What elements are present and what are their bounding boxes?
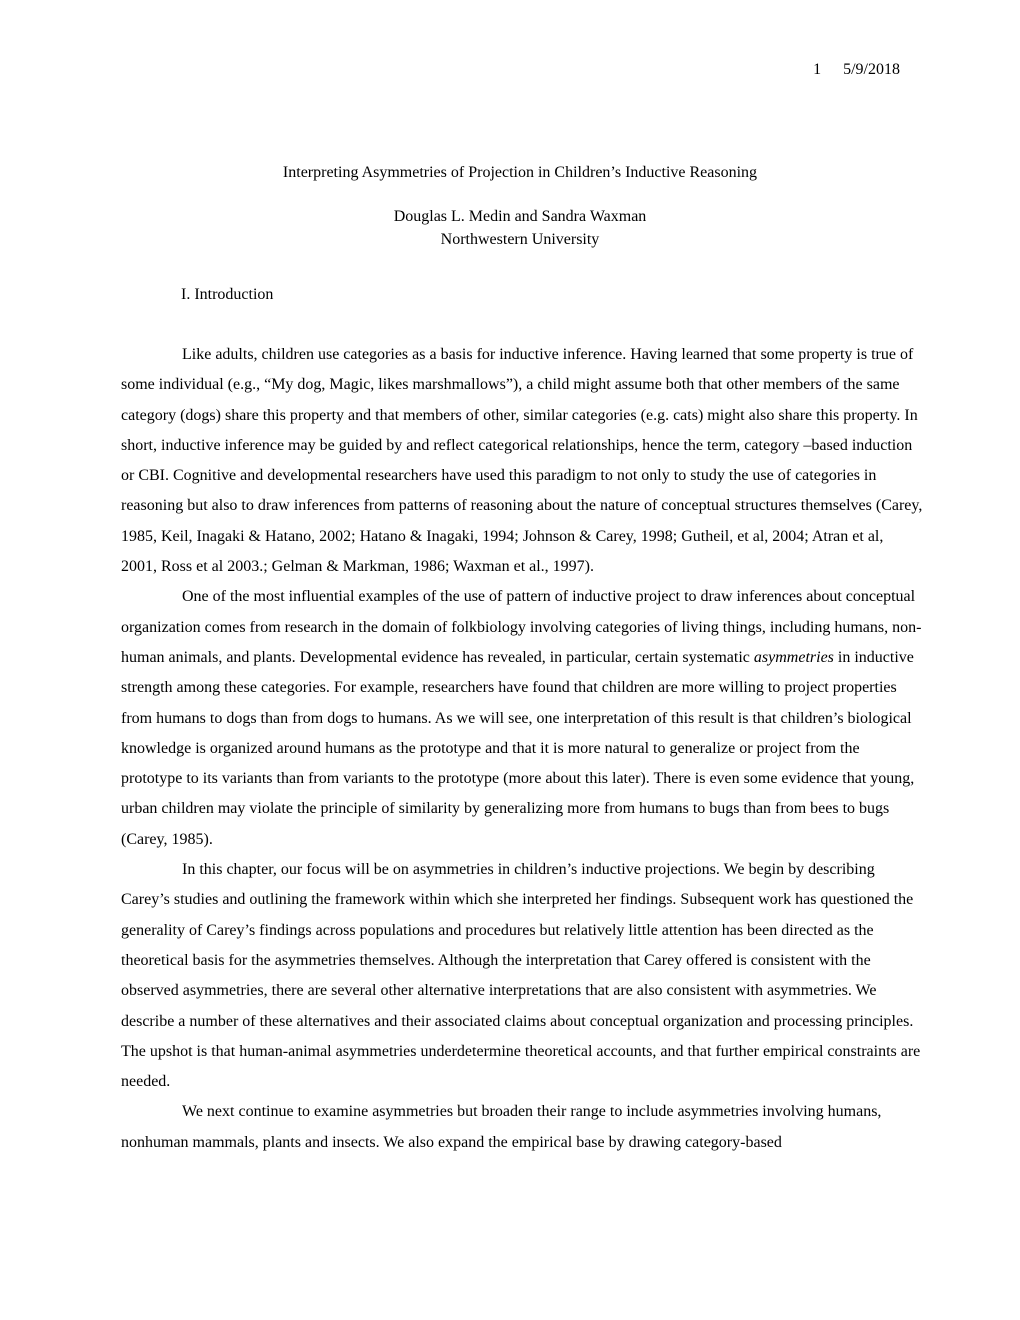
paragraph-4: We next continue to examine asymmetries but broaden their range to include asymmetries involving humans, nonhuman mammals, plants and insects. We also expand the empirical base by drawing category-based	[121, 1103, 882, 1151]
author-affiliation: Northwestern University	[440, 231, 600, 248]
author-block	[120, 205, 920, 251]
page-number: 1	[813, 61, 822, 78]
paragraph-2-text-after: in inductive strength among these categories. For example, researchers have found that children are more willing to project properties from humans to dogs than from dogs to humans. As we will see, one interpretation of this result is that children’s biological knowledge is organized around humans as the prototype and that it is more natural to generalize or project from the prototype to its variants than from variants to the prototype (more about this later). There is even some evidence that young, urban children may violate the principle of similarity by generalizing more from humans to bugs than from bees to bugs (Carey, 1985).	[121, 648, 915, 848]
author-names: Douglas L. Medin and Sandra Waxman	[393, 208, 647, 225]
section-heading: I. Introduction	[181, 286, 274, 303]
paragraph-2	[121, 582, 923, 855]
paragraph-3: In this chapter, our focus will be on asymmetries in children’s inductive projections. We begin by describing Carey’s studies and outlining the framework within which she interpreted her findings. Subsequent work has questioned the generality of Carey’s findings across populations and procedures but relatively little attention has been directed as the theoretical basis for the asymmetries themselves. Although the interpretation that Carey offered is consistent with the observed asymmetries, there are several other alternative interpretations that are also consistent with asymmetries. We describe a number of these alternatives and their associated claims about conceptual organization and processing principles. The upshot is that human-animal asymmetries underdetermine theoretical accounts, and that further empirical constraints are needed.	[121, 861, 921, 1091]
paragraph-2-text-before: One of the most influential examples of the use of pattern of inductive project to draw inferences about conceptual organization comes from research in the domain of folkbiology involving categories of living things, including humans, non-human animals, and plants. Developmental evidence has revealed, in particular, certain systematic	[121, 588, 922, 666]
header-date: 5/9/2018	[843, 61, 900, 78]
emphasis-asymmetries: asymmetries	[753, 648, 834, 666]
page-header	[813, 61, 900, 79]
body-text	[121, 340, 923, 1158]
paragraph-1: Like adults, children use categories as a basis for inductive inference. Having learned that some property is true of some individual (e.g., “My dog, Magic, likes marshmallows”), a child might assume both that other members of the same category (dogs) share this property and that members of other, similar categories (e.g. cats) might also share this property. In short, inductive inference may be guided by and reflect categorical relationships, hence the term, category –based induction or CBI. Cognitive and developmental researchers have used this paradigm to not only to study the use of categories in reasoning but also to draw inferences from patterns of reasoning about the nature of conceptual structures themselves (Carey, 1985, Keil, Inagaki & Hatano, 2002; Hatano & Inagaki, 1994; Johnson & Carey, 1998; Gutheil, et al, 2004; Atran et al, 2001, Ross et al 2003.; Gelman & Markman, 1986; Waxman et al., 1997).	[121, 346, 923, 576]
document-title: Interpreting Asymmetries of Projection in Children’s Inductive Reasoning	[282, 164, 758, 181]
